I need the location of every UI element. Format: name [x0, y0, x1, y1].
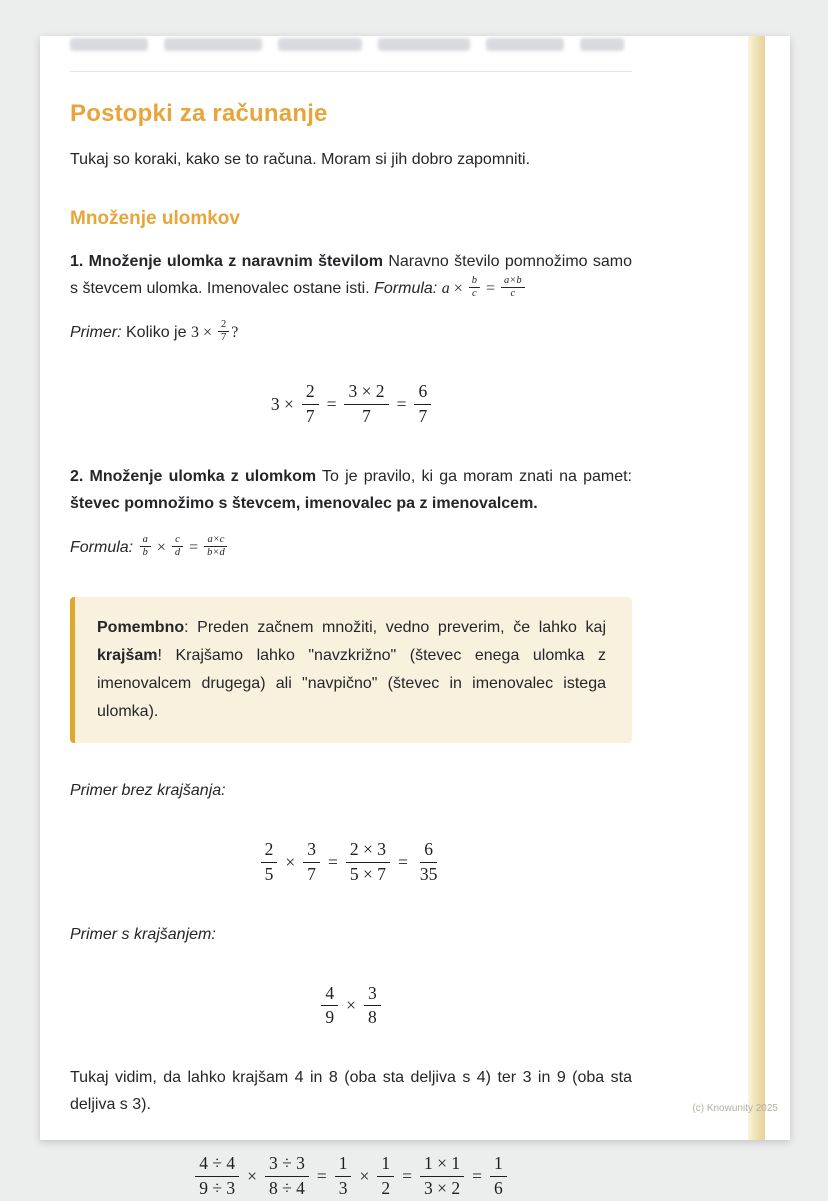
blurred-text-fragment [580, 38, 624, 51]
paragraph-rule1-natural-number: 1. Množenje ulomka z naravnim številom Naravno število pomnožimo samo s števcem ulomka. Imenovalec ostane isti. Formula: a × $\frac{b}{c}$ = $\frac{a\times b}{c}$ [70, 252, 633, 300]
paragraph-cancelling-explanation: Tukaj vidim, da lahko krajšam 4 in 8 (oba sta deljiva s 4) ter 3 in 9 (oba sta deljiva s 3). [70, 1068, 632, 1114]
paragraph-example1-question: Primer: Koliko je 3 × $\frac{2}{7}$ ? [70, 318, 239, 344]
document-page [40, 36, 790, 1198]
document-content [70, 38, 632, 1201]
section-divider [70, 71, 632, 72]
blurred-text-fragment [378, 38, 470, 51]
blurred-text-fragment [486, 38, 564, 51]
blurred-text-fragment [164, 38, 262, 51]
paragraph-example-no-cancelling: Primer brez krajšanja: [70, 782, 226, 800]
equation-cancelling-result: $\frac{4 \div 4}{9 \div 3}$ × $\frac{3 \div 3}{8 \div 4}$ = $\frac{1}{3}$ × $\frac{1}{2}$ = $\frac{1 \times 1}{3 \times 2}$ = $\frac{1}{6}$ [70, 1152, 632, 1200]
blurred-text-fragment [70, 38, 148, 51]
equation-cancelling-setup: $\frac{4}{9}$ × $\frac{3}{8}$ [70, 982, 632, 1030]
blurred-text-fragment [278, 38, 362, 51]
copyright-watermark: (c) Knowunity 2025 [692, 1103, 778, 1114]
section-heading-mnozenje-ulomkov: Množenje ulomkov [70, 207, 240, 229]
callout-text: Pomembno: Preden začnem množiti, vedno preverim, če lahko kaj krajšam! Krajšamo lahko "navzkrižno" (števec enega ulomka z imenovalcem drugega) ali "navpično" (števec in imenovalec istega ulomka). [97, 619, 606, 721]
cropped-previous-content [70, 38, 632, 51]
page-edge-stripe [748, 36, 765, 1140]
equation-no-cancelling: $\frac{2}{5}$ × $\frac{3}{7}$ = $\frac{2 \times 3}{5 \times 7}$ = $\frac{6}{35}$ [70, 838, 632, 886]
paragraph-rule2-fraction-by-fraction: 2. Množenje ulomka z ulomkom To je pravilo, ki ga moram znati na pamet: števec pomnožimo s števcem, imenovalec pa z imenovalcem. [70, 467, 632, 512]
paragraph-formula2: Formula: $\frac{a}{b}$ × $\frac{c}{d}$ = $\frac{a\times c}{b\times d}$ [70, 534, 632, 561]
page-title: Postopki za računanje [70, 100, 328, 127]
important-callout [70, 597, 632, 743]
paragraph-example-with-cancelling: Primer s krajšanjem: [70, 925, 216, 943]
equation-example1: 3 × $\frac{2}{7}$ = $\frac{3 \times 2}{7}$ = $\frac{6}{7}$ [70, 380, 632, 428]
intro-paragraph: Tukaj so koraki, kako se to računa. Moram si jih dobro zapomniti. [70, 150, 531, 168]
